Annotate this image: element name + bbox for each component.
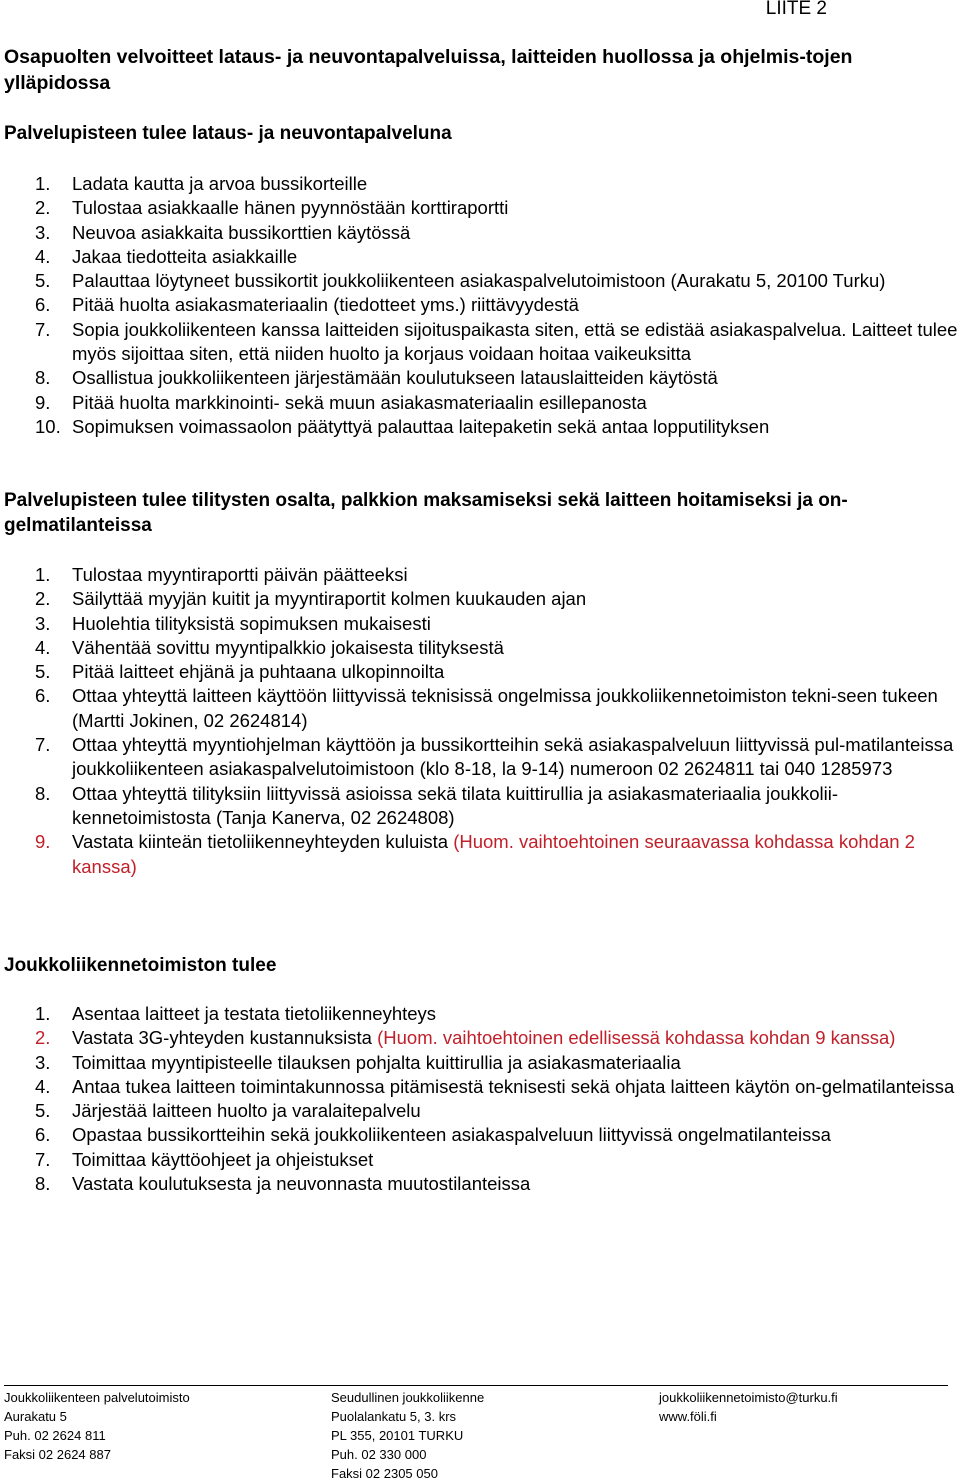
- list-item: 4. Vähentää sovittu myyntipalkkio jokaisesta tilityksestä: [35, 636, 504, 658]
- list-item: 5. Palauttaa löytyneet bussikortit joukkoliikenteen asiakaspalvelutoimistoon (Aurakatu 5, 20100 Turku): [35, 270, 886, 292]
- section2-list: [0, 563, 960, 879]
- footer-email-link[interactable]: joukkoliikennetoimisto@turku.fi: [659, 1390, 838, 1405]
- list-item: 8. Vastata koulutuksesta ja neuvonnasta muutostilanteissa: [35, 1173, 531, 1195]
- section3-list: [0, 1002, 960, 1196]
- list-item: 2. Vastata 3G-yhteyden kustannuksista (Huom. vaihtoehtoinen edellisessä kohdassa kohdan 9 kanssa): [35, 1027, 896, 1049]
- attachment-label: LIITE 2: [765, 0, 827, 19]
- footer-office-info: [4, 1388, 190, 1464]
- footer-line: Faksi 02 2305 050: [331, 1466, 438, 1481]
- footer-line: Puh. 02 2624 811: [4, 1428, 106, 1443]
- list-item: 6. Pitää huolta asiakasmateriaalin (tiedotteet yms.) riittävyydestä: [35, 294, 579, 316]
- list-item: 2. Tulostaa asiakkaalle hänen pyynnöstään korttiraportti: [35, 197, 509, 219]
- list-item: 7. Ottaa yhteyttä myyntiohjelman käyttöön ja bussikortteihin sekä asiakaspalveluun liittyvissä pul-matilanteissa joukkoliikenteen asiakaspalvelutoimistoon (klo 8-18, la 9-14) numeroon 02 2624811 tai 040 1285973: [35, 734, 954, 780]
- list-item: 7. Sopia joukkoliikenteen kanssa laitteiden sijoituspaikasta siten, että se edistää asiakaspalvelua. Laitteet tulee myös sijoittaa siten, että niiden huolto ja korjaus voidaan hoitaa vaikeuksitta: [35, 318, 958, 365]
- section1-heading: Palvelupisteen tulee lataus- ja neuvontapalveluna: [4, 123, 452, 144]
- section3-heading: Joukkoliikennetoimiston tulee: [4, 955, 277, 976]
- section2-heading: Palvelupisteen tulee tilitysten osalta, palkkion maksamiseksi sekä laitteen hoitamiseksi ja on-gelmatilanteissa: [4, 490, 848, 536]
- footer-line: Seudullinen joukkoliikenne: [331, 1390, 485, 1405]
- list-item: 1. Ladata kautta ja arvoa bussikorteille: [35, 173, 368, 194]
- list-item: 1. Asentaa laitteet ja testata tietoliikenneyhteys: [35, 1003, 437, 1024]
- document-title: Osapuolten velvoitteet lataus- ja neuvontapalveluissa, laitteiden huollossa ja ohjelmis-tojen ylläpidossa: [4, 46, 853, 94]
- footer-line: Joukkoliikenteen palvelutoimisto: [4, 1390, 190, 1405]
- list-item: 4. Jakaa tiedotteita asiakkaille: [35, 245, 298, 267]
- list-item: 6. Opastaa bussikortteihin sekä joukkoliikenteen asiakaspalveluun liittyvissä ongelmatilanteissa: [35, 1124, 831, 1146]
- list-item: 3. Neuvoa asiakkaita bussikorttien käytössä: [35, 221, 411, 243]
- list-item: 8. Osallistua joukkoliikenteen järjestämään koulutukseen latauslaitteiden käytöstä: [35, 367, 718, 389]
- footer-line: Puh. 02 330 000: [331, 1447, 427, 1462]
- list-item: 2. Säilyttää myyjän kuitit ja myyntiraportit kolmen kuukauden ajan: [35, 588, 587, 610]
- list-item: 4. Antaa tukea laitteen toimintakunnossa pitämisestä teknisesti sekä ohjata laitteen käytön on-gelmatilanteissa: [35, 1075, 955, 1097]
- list-item: 9. Pitää huolta markkinointi- sekä muun asiakasmateriaalin esillepanosta: [35, 391, 647, 413]
- section1-list: [0, 172, 960, 439]
- footer-regional-info: [331, 1388, 484, 1483]
- footer-divider: [4, 1385, 948, 1386]
- alternative-note: (Huom. vaihtoehtoinen edellisessä kohdassa kohdan 9 kanssa): [377, 1027, 896, 1049]
- list-item: 6. Ottaa yhteyttä laitteen käyttöön liittyvissä teknisissä ongelmissa joukkoliikennetoimiston tekni-seen tukeen (Martti Jokinen, 02 2624814): [35, 685, 938, 731]
- list-item: 5. Pitää laitteet ehjänä ja puhtaana ulkopinnoilta: [35, 661, 445, 683]
- list-item: 5. Järjestää laitteen huolto ja varalaitepalvelu: [35, 1100, 421, 1122]
- list-item: 9. Vastata kiinteän tietoliikenneyhteyden kuluista (Huom. vaihtoehtoinen seuraavassa kohdassa kohdan 2 kanssa): [35, 831, 915, 877]
- list-item: 3. Toimittaa myyntipisteelle tilauksen pohjalta kuittirullia ja asiakasmateriaalia: [35, 1051, 681, 1073]
- footer-line: PL 355, 20101 TURKU: [331, 1428, 464, 1443]
- footer-contact-info: [659, 1388, 838, 1426]
- list-item: 8. Ottaa yhteyttä tilityksiin liittyvissä asioissa sekä tilata kuittirullia ja asiakasmateriaalia joukkolii-kennetoimistosta (Tanja Kanerva, 02 2624808): [35, 782, 838, 828]
- footer-website-link[interactable]: www.föli.fi: [659, 1409, 717, 1424]
- footer-line: Puolalankatu 5, 3. krs: [331, 1409, 457, 1424]
- list-item: 7. Toimittaa käyttöohjeet ja ohjeistukset: [35, 1148, 374, 1170]
- list-item: 10. Sopimuksen voimassaolon päätyttyä palauttaa laitepaketin sekä antaa lopputilityksen: [35, 415, 770, 437]
- footer-line: Aurakatu 5: [4, 1409, 67, 1424]
- footer-line: Faksi 02 2624 887: [4, 1447, 111, 1462]
- alternative-note: (Huom. vaihtoehtoinen seuraavassa kohdassa kohdan 2 kanssa): [72, 831, 915, 877]
- list-item: 1. Tulostaa myyntiraportti päivän päätteeksi: [35, 564, 408, 585]
- list-item: 3. Huolehtia tilityksistä sopimuksen mukaisesti: [35, 612, 431, 634]
